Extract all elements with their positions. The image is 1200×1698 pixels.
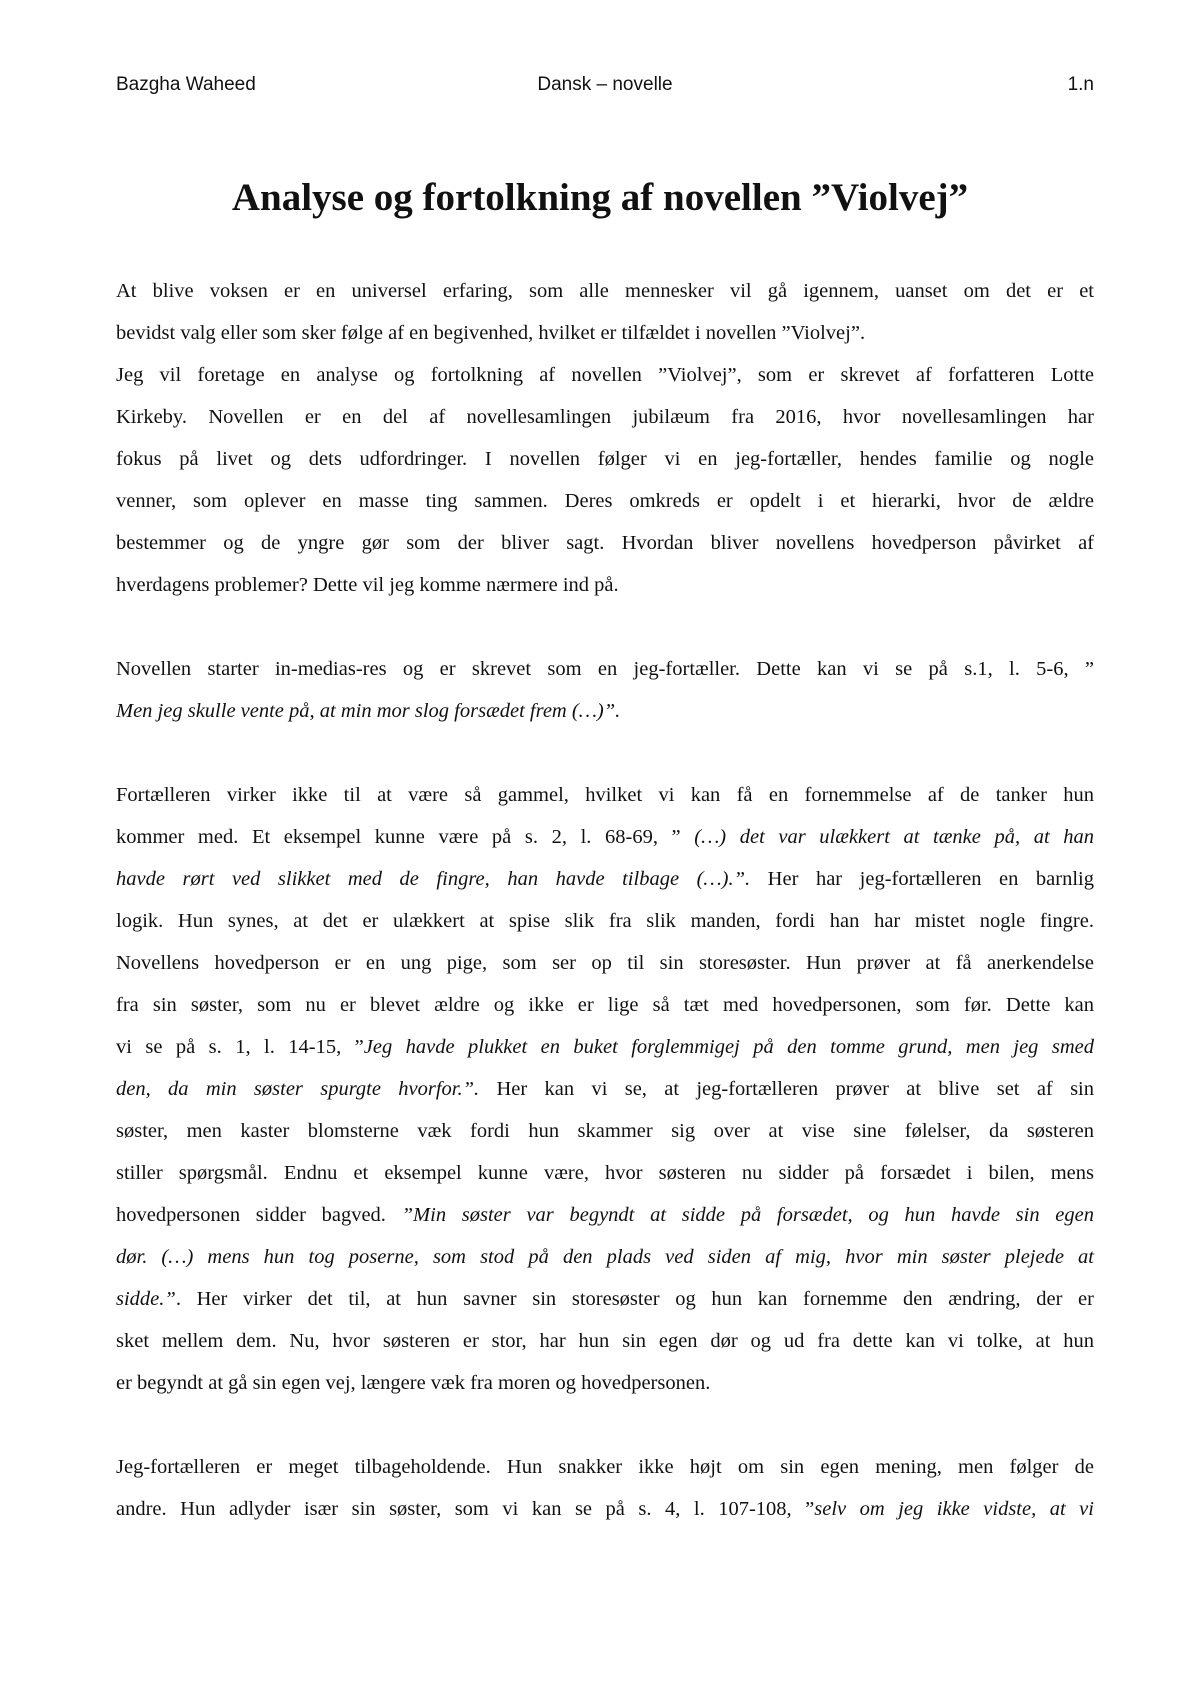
text-line — [116, 1488, 1094, 1530]
text-line — [116, 690, 1094, 732]
text-segment: Her kan vi se, at jeg-fortælleren prøver at blive set af sin — [479, 1078, 1094, 1100]
text-segment: Her har jeg-fortælleren en barnlig — [750, 868, 1094, 890]
text-line — [116, 1236, 1094, 1278]
paragraph-restrained — [116, 1446, 1094, 1530]
text-line — [116, 1278, 1094, 1320]
text-line: Novellen starter in-medias-res og er skrevet som en jeg-fortæller. Dette kan vi se på s.1, l. 5-6, ” — [116, 658, 1094, 680]
text-line — [116, 858, 1094, 900]
quote-text: den, da min søster spurgte hvorfor.”. — [116, 1078, 480, 1100]
quote-text: Jeg havde plukket en buket forglemmigej på den tomme grund, men jeg smed — [363, 1036, 1094, 1058]
text-line: hverdagens problemer? Dette vil jeg komme nærmere ind på. — [116, 574, 619, 596]
text-line: er begyndt at gå sin egen vej, længere væk fra moren og hovedpersonen. — [116, 1372, 711, 1394]
text-segment: vi se på s. 1, l. 14-15, ” — [116, 1036, 364, 1058]
text-line: Novellens hovedperson er en ung pige, som ser op til sin storesøster. Hun prøver at få anerkendelse — [116, 952, 1094, 974]
quote-text: (…) det var ulækkert at tænke på, at han — [694, 826, 1094, 848]
header-class: 1.n — [1067, 74, 1094, 95]
text-line: logik. Hun synes, at det er ulækkert at spise slik fra slik manden, fordi han har mistet nogle fingre. — [116, 910, 1094, 932]
text-line: At blive voksen er en universel erfaring, som alle mennesker vil gå igennem, uanset om det er et — [116, 280, 1094, 302]
header-author: Bazgha Waheed — [116, 74, 256, 95]
page-header — [116, 74, 1094, 100]
text-line — [116, 1068, 1094, 1110]
text-line: Jeg-fortælleren er meget tilbageholdende. Hun snakker ikke højt om sin egen mening, men følger de — [116, 1456, 1094, 1478]
paragraph-narrator — [116, 774, 1094, 1404]
text-line — [116, 816, 1094, 858]
text-line — [116, 1026, 1094, 1068]
text-segment: hovedpersonen sidder bagved. — [116, 1204, 402, 1226]
text-line: Fortælleren virker ikke til at være så gammel, hvilket vi kan få en fornemmelse af de tanker hun — [116, 784, 1094, 806]
text-segment: . Her virker det til, at hun savner sin storesøster og hun kan fornemme den ændring, der er — [175, 1288, 1094, 1310]
quote-text: Men jeg skulle vente på, at min mor slog forsædet frem (…)”. — [116, 700, 621, 722]
document-body — [116, 270, 1094, 1530]
text-line: Kirkeby. Novellen er en del af novellesamlingen jubilæum fra 2016, hvor novellesamlingen har — [116, 406, 1094, 428]
text-line: Jeg vil foretage en analyse og fortolkning af novellen ”Violvej”, som er skrevet af forfatteren Lotte — [116, 364, 1094, 386]
header-subject: Dansk – novelle — [537, 74, 673, 95]
text-segment: andre. Hun adlyder især sin søster, som vi kan se på s. 4, l. 107-108, ” — [116, 1498, 815, 1520]
document-title: Analyse og fortolkning af novellen ”Violvej” — [231, 176, 969, 219]
quote-text: havde rørt ved slikket med de fingre, han havde tilbage (…).”. — [116, 868, 751, 890]
quote-text: dør. (…) mens hun tog poserne, som stod på den plads ved siden af mig, hvor min søster plejede at — [116, 1246, 1094, 1268]
text-line: bevidst valg eller som sker følge af en begivenhed, hvilket er tilfældet i novellen ”Violvej”. — [116, 322, 866, 344]
paragraph-gap — [116, 1404, 1094, 1446]
text-line: fra sin søster, som nu er blevet ældre og ikke er lige så tæt med hovedpersonen, som før. Dette kan — [116, 994, 1094, 1016]
text-line: venner, som oplever en masse ting sammen. Deres omkreds er opdelt i et hierarki, hvor de ældre — [116, 490, 1094, 512]
text-line — [116, 1194, 1094, 1236]
paragraph-gap — [116, 732, 1094, 774]
paragraph-start — [116, 648, 1094, 732]
text-line: sket mellem dem. Nu, hvor søsteren er stor, har hun sin egen dør og ud fra dette kan vi tolke, at hun — [116, 1330, 1094, 1352]
paragraph-gap — [116, 606, 1094, 648]
text-line: fokus på livet og dets udfordringer. I novellen følger vi en jeg-fortæller, hendes familie og nogle — [116, 448, 1094, 470]
text-line: bestemmer og de yngre gør som der bliver sagt. Hvordan bliver novellens hovedperson påvirket af — [116, 532, 1094, 554]
quote-text: sidde.” — [116, 1288, 176, 1310]
quote-text: selv om jeg ikke vidste, at vi — [814, 1498, 1094, 1520]
text-line: stiller spørgsmål. Endnu et eksempel kunne være, hvor søsteren nu sidder på forsædet i bilen, mens — [116, 1162, 1094, 1184]
text-segment: kommer med. Et eksempel kunne være på s. 2, l. 68-69, ” — [116, 826, 695, 848]
text-line: søster, men kaster blomsterne væk fordi hun skammer sig over at vise sine følelser, da søsteren — [116, 1120, 1094, 1142]
paragraph-intro — [116, 270, 1094, 606]
quote-text: ”Min søster var begyndt at sidde på forsædet, og hun havde sin egen — [401, 1204, 1094, 1226]
